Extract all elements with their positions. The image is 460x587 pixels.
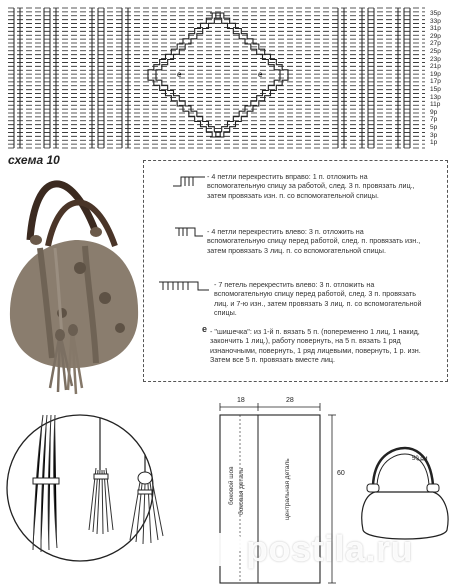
chart-diamond-edge <box>148 75 218 137</box>
schema-title: схема 10 <box>8 153 60 167</box>
cross-left-7-symbol <box>158 279 210 291</box>
chart-diamond-edge <box>218 13 288 75</box>
legend-bobble: - "шишечка": из 1-й п. вязать 5 п. (попеременно 1 лиц, 1 накид, закончить 1 лиц.), работу повернуть, на 5 п. вязать 1 ряд изнаночными, повернуть, 1 ряд лицевыми, повернуть, 1 р. изн. Затем все 5 п. провязать вместе лиц. <box>210 327 421 365</box>
row-label: 31p <box>430 25 441 33</box>
dim-top-right: 28 <box>286 397 294 404</box>
chart-diamond-edge <box>210 75 280 137</box>
chart-diamond-edge <box>218 75 288 137</box>
bobble-mark: e <box>177 70 182 79</box>
center-part-label: центральная деталь <box>284 458 291 520</box>
row-label: 27p <box>430 40 441 48</box>
legend-cross-left-7: - 7 петель перекрестить влево: 3 п. отложить на вспомогательную спицу перед работой, след. 3 п. провязать лиц. и 7-ю изн., затем провязать 3 лиц. п. со вспомогательной спицы. <box>214 280 422 318</box>
row-label: 3p <box>430 131 438 139</box>
row-label: 9p <box>430 108 438 116</box>
watermark-logo-icon <box>213 530 243 570</box>
row-label: 29p <box>430 32 441 40</box>
handle-length-label: 50 см <box>412 456 428 462</box>
row-label: 33p <box>430 17 441 25</box>
legend-cross-left-4: - 4 петли перекрестить влево: 3 п. отложить на вспомогательную спицу перед работой, след. п. провязать изн., затем провязать 3 лиц. п. со вспомогательной спицы. <box>207 227 421 255</box>
row-label: 21p <box>430 63 441 71</box>
knitting-chart <box>0 0 460 152</box>
chart-diamond-edge <box>210 13 280 75</box>
row-label: 11p <box>430 101 441 109</box>
row-label: 7p <box>430 116 438 124</box>
chart-diamond-edge <box>156 13 220 75</box>
legend-cross-right-4: - 4 петли перекрестить вправо: 1 п. отложить на вспомогательную спицу за работой, след. 3 п. провязать лиц., затем провязать изн. п. со вспомогательной спицы. <box>207 172 415 200</box>
cross-right-4-symbol <box>172 174 206 188</box>
chart-diamond-edge <box>156 75 220 137</box>
row-label: 19p <box>430 70 441 78</box>
side-seam-label: боковой шов <box>228 466 235 505</box>
dim-height: 60 <box>337 470 345 477</box>
row-label: 35p <box>430 10 441 17</box>
dim-top-left: 18 <box>237 397 245 404</box>
cross-left-4-symbol <box>174 225 204 237</box>
bag-photo <box>0 168 142 396</box>
row-label: 17p <box>430 78 441 86</box>
watermark: postila.ru <box>246 528 414 569</box>
row-label: 15p <box>430 86 441 93</box>
side-part-label: боковая деталь <box>238 467 245 515</box>
bobble-symbol: е <box>202 324 208 334</box>
row-label: 13p <box>430 93 441 101</box>
row-label: 23p <box>430 55 441 63</box>
row-label: 25p <box>430 48 441 55</box>
row-label: 1p <box>430 139 438 147</box>
tassel-diagram <box>5 400 180 580</box>
chart-diamond-edge <box>148 13 218 75</box>
bobble-mark: e <box>258 70 263 79</box>
row-label: 5p <box>430 124 438 131</box>
